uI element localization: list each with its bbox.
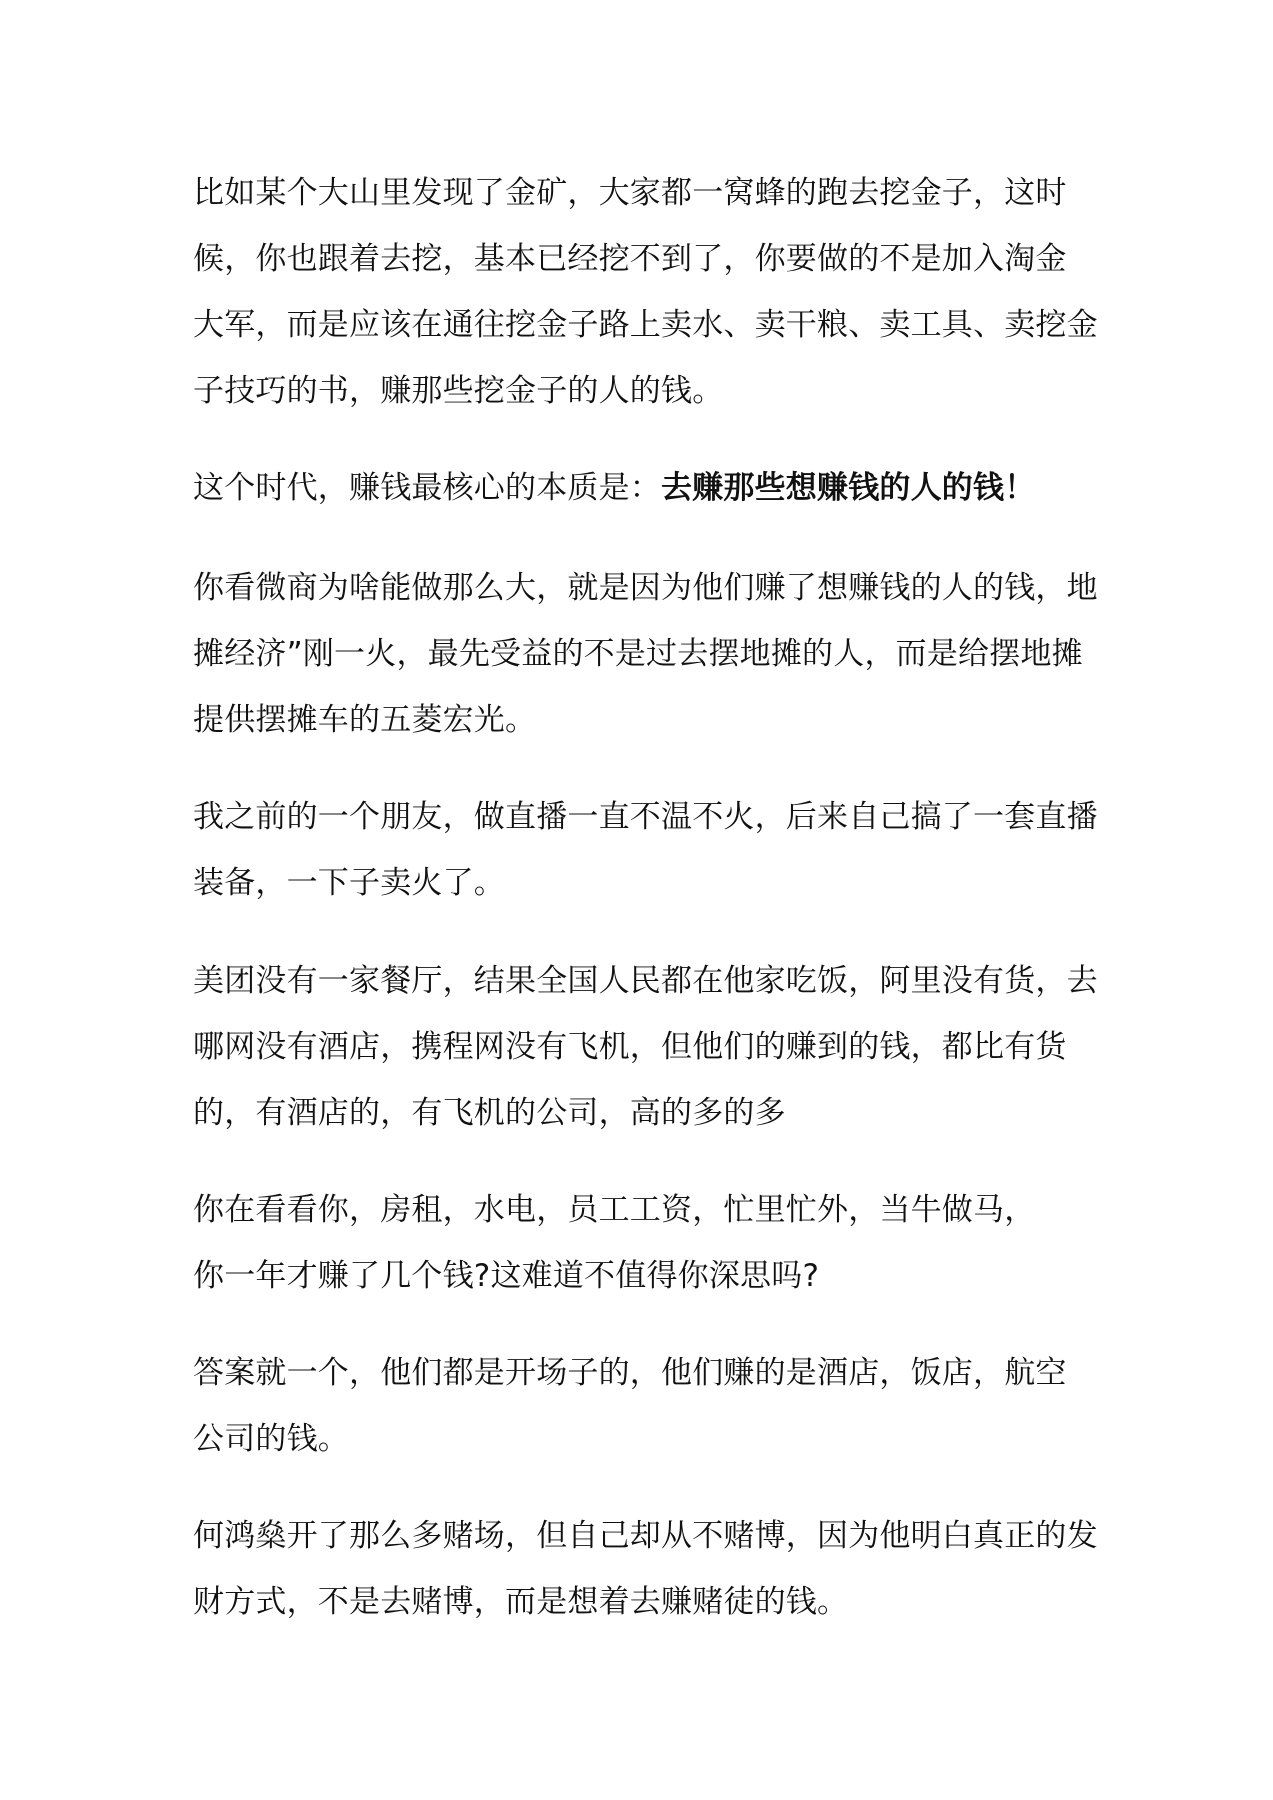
text-line: 你看微商为啥能做那么大，就是因为他们赚了想赚钱的人的钱，地 xyxy=(193,570,1098,606)
text-line: 公司的钱。 xyxy=(193,1421,349,1457)
text-line: 你一年才赚了几个钱?这难道不值得你深思吗? xyxy=(193,1258,820,1294)
text-line: 答案就一个，他们都是开场子的，他们赚的是酒店，饭店，航空 xyxy=(193,1355,1067,1391)
paragraph-live-streaming xyxy=(193,784,1098,916)
text-line: 装备，一下子卖火了。 xyxy=(193,865,505,901)
text-line xyxy=(193,455,1093,521)
paragraph-platforms xyxy=(193,948,1098,1146)
text-line: 比如某个大山里发现了金矿，大家都一窝蜂的跑去挖金子，这时 xyxy=(193,175,1067,211)
text-line: 我之前的一个朋友，做直播一直不温不火，后来自己搞了一套直播 xyxy=(193,799,1098,835)
paragraph-casino xyxy=(193,1503,1098,1635)
paragraph-reflection xyxy=(193,1177,1093,1309)
emphasis-text: 去赚那些想赚钱的人的钱！ xyxy=(661,470,1036,506)
paragraph-gold-mine xyxy=(193,160,1098,424)
text-line: 大军，而是应该在通往挖金子路上卖水、卖干粮、卖工具、卖挖金 xyxy=(193,307,1098,343)
text-line: 的，有酒店的，有飞机的公司，高的多的多 xyxy=(193,1095,786,1131)
paragraph-wechat-business xyxy=(193,555,1098,753)
text-line: 摊经济”刚一火，最先受益的不是过去摆地摊的人，而是给摆地摊 xyxy=(193,636,1083,672)
paragraph-core-essence xyxy=(193,455,1093,521)
paragraph-answer xyxy=(193,1340,1093,1472)
lead-text: 这个时代，赚钱最核心的本质是： xyxy=(193,470,661,506)
text-line: 财方式，不是去赌博，而是想着去赚赌徒的钱。 xyxy=(193,1584,849,1620)
text-line: 美团没有一家餐厅，结果全国人民都在他家吃饭，阿里没有货，去 xyxy=(193,963,1098,999)
text-line: 提供摆摊车的五菱宏光。 xyxy=(193,702,537,738)
text-line: 何鸿燊开了那么多赌场，但自己却从不赌博，因为他明白真正的发 xyxy=(193,1518,1098,1554)
text-line: 你在看看你，房租，水电，员工工资，忙里忙外，当牛做马， xyxy=(193,1192,1036,1228)
text-line: 子技巧的书，赚那些挖金子的人的钱。 xyxy=(193,373,724,409)
text-line: 哪网没有酒店，携程网没有飞机，但他们的赚到的钱，都比有货 xyxy=(193,1029,1067,1065)
text-line: 候，你也跟着去挖，基本已经挖不到了，你要做的不是加入淘金 xyxy=(193,241,1067,277)
